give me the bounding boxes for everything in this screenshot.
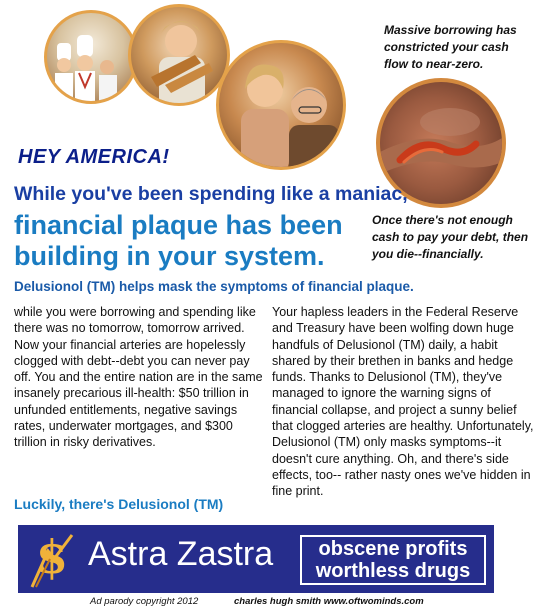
- body-column-right: Your hapless leaders in the Federal Reserve and Treasury have been wolfing down huge handfuls of Delusionol (TM) daily, a habit shared by their brethen in banks and hedge funds. Thanks to Delusionol (TM), they've managed to ignore the warning signs of financial collapse, and project a sunny belief that clogged arteries are healthy. Unfortunately, Delusionol (TM) only masks symptoms--it doesn't cure anything. Oh, and there's side effects, too-- rather nasty ones we've hidden in fine print.: [272, 305, 534, 499]
- tagline-profits: obscene profits: [318, 538, 468, 560]
- headline-line1: While you've been spending like a maniac,: [14, 183, 408, 205]
- body-column-left: while you were borrowing and spending like there was no tomorrow, tomorrow arrived. Now your financial arteries are hopelessly clogged with debt--debt you can never pay off. You and the entire nation are in the same insanely precarious ill-health: $50 trillion in unfunded entitlements, negative savings rates, underwater mortgages, and $300 trillion in risky derivatives.: [14, 305, 263, 450]
- svg-text:$: $: [35, 530, 69, 584]
- hey-america-heading: HEY AMERICA!: [18, 146, 170, 168]
- chefs-photo: [44, 10, 138, 104]
- dollar-logo-icon: [24, 529, 80, 589]
- headline-main-line1: financial plaque has been: [14, 210, 343, 240]
- headline-main: [14, 210, 343, 272]
- subheadline: Delusionol (TM) helps mask the symptoms of financial plaque.: [14, 279, 414, 294]
- luckily-heading: Luckily, there's Delusionol (TM): [14, 496, 224, 512]
- caption-borrowing: Massive borrowing has constricted your cash flow to near-zero.: [384, 23, 517, 71]
- caption-debt: Once there's not enough cash to pay your debt, then you die--financially.: [372, 213, 529, 261]
- couple-photo: [216, 40, 346, 170]
- bread-woman-photo: [128, 4, 230, 106]
- tagline-box: [300, 535, 486, 585]
- brand-name: Astra Zastra: [88, 535, 274, 573]
- tagline-drugs: worthless drugs: [315, 560, 471, 582]
- author-credit: charles hugh smith www.oftwominds.com: [234, 596, 424, 607]
- headline-main-line2: building in your system.: [14, 241, 325, 271]
- copyright-note: Ad parody copyright 2012: [90, 596, 199, 607]
- astra-zastra-banner: [18, 525, 494, 593]
